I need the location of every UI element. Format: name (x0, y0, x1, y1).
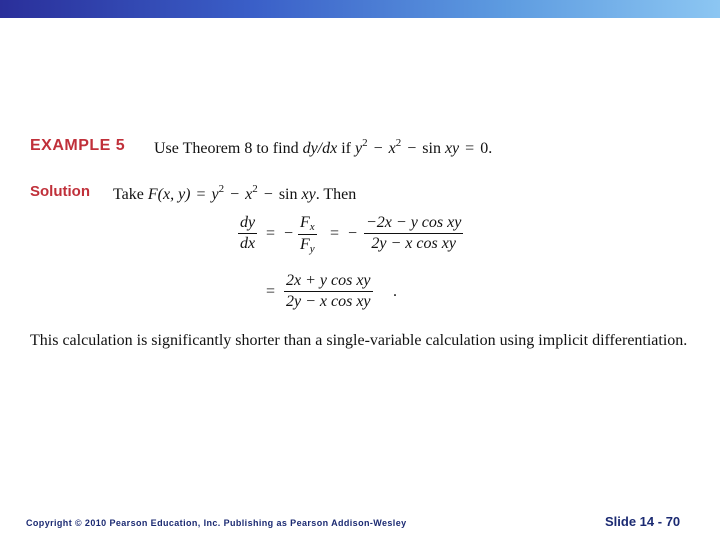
Fx-Fy-fraction (298, 214, 317, 255)
then-text: . Then (315, 186, 357, 203)
final-period: . (393, 283, 397, 300)
F-equals: = (196, 186, 206, 203)
take-minus-2: − (263, 186, 273, 203)
second-fraction-denominator: 2y − x cos xy (364, 233, 463, 253)
dydx-fraction (238, 214, 257, 253)
equals-sign-2: = (330, 225, 340, 242)
eq-sin: sin (422, 140, 445, 157)
dydx-term: dy/dx (302, 140, 338, 157)
explanation-paragraph: This calculation is significantly shorter than a single-variable calculation using implicit differentiation. (30, 332, 688, 349)
equals-sign-3: = (266, 283, 276, 300)
eq-exp-x: 2 (395, 137, 402, 149)
second-fraction-numerator: −2x − y cos xy (366, 214, 462, 231)
solution-take-line (113, 183, 356, 204)
Fx-letter: F (300, 214, 310, 231)
take-exp-x: 2 (252, 183, 258, 195)
take-minus-1: − (230, 186, 240, 203)
eq-x: x (388, 140, 396, 157)
example-label: EXAMPLE 5 (30, 137, 126, 154)
Fy-denominator (298, 234, 317, 255)
second-fraction (364, 214, 463, 253)
minus-sign-2: − (348, 225, 358, 242)
third-fraction (284, 272, 373, 311)
solution-label: Solution (30, 183, 90, 200)
F-definition: F(x, y) (147, 186, 191, 203)
eq-y: y (355, 140, 363, 157)
take-xy: xy (301, 186, 316, 203)
take-text: Take (113, 186, 148, 203)
copyright-footer: Copyright © 2010 Pearson Education, Inc. Publishing as Pearson Addison-Wesley (26, 518, 407, 528)
Fy-subscript: y (309, 243, 315, 255)
Fx-numerator (298, 214, 317, 234)
Fy-letter: F (300, 236, 310, 253)
eq-xy: xy (444, 140, 460, 157)
third-fraction-numerator: 2x + y cos xy (286, 272, 371, 289)
example-prompt: Use Theorem 8 to find (154, 140, 303, 157)
eq-equals: = (465, 140, 475, 157)
take-x: x (245, 186, 253, 203)
equals-sign-1: = (266, 225, 276, 242)
eq-zero: 0. (480, 140, 493, 157)
minus-sign-1: − (284, 225, 294, 242)
dydx-numerator: dy (240, 214, 256, 231)
eq-exp-y: 2 (362, 137, 368, 149)
take-y: y (211, 186, 219, 203)
slide-number: Slide 14 - 70 (605, 514, 681, 529)
third-fraction-denominator: 2y − x cos xy (286, 293, 371, 310)
take-exp-y: 2 (218, 183, 225, 195)
title-bar-gradient (0, 0, 720, 18)
take-sin: sin (278, 186, 302, 203)
eq-minus-2: − (407, 140, 417, 157)
dydx-denominator: dx (240, 235, 256, 252)
example-statement (154, 137, 492, 158)
Fx-subscript: x (309, 221, 315, 233)
eq-minus-1: − (373, 140, 383, 157)
if-text: if (337, 140, 355, 157)
